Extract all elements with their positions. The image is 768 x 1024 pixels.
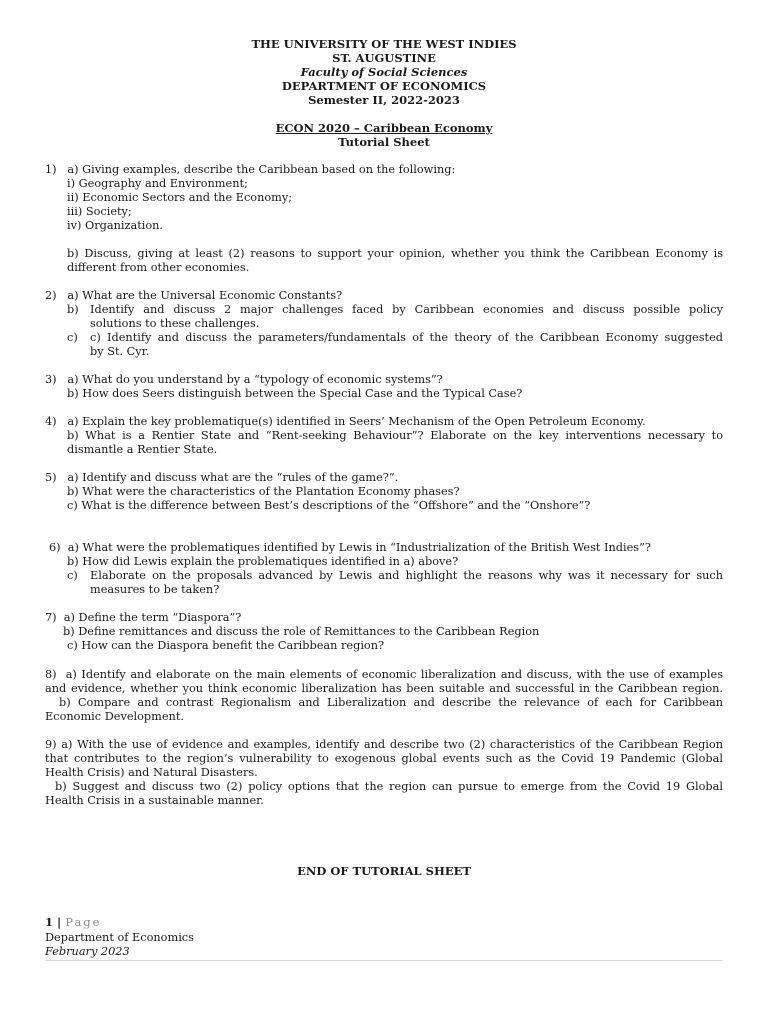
faculty-title: Faculty of Social Sciences bbox=[300, 65, 468, 79]
question-9b-line-2: Health Crisis in a sustainable manner. bbox=[45, 794, 264, 807]
page-number: 1 bbox=[45, 915, 54, 929]
question-2b-line-1: Identify and discuss 2 major challenges faced by Caribbean economies and discuss possible policy bbox=[90, 303, 723, 316]
question-5b: b) What were the characteristics of the Plantation Economy phases? bbox=[67, 485, 460, 498]
question-5a: 5) a) Identify and discuss what are the “rules of the game?”. bbox=[45, 471, 399, 484]
department-title: DEPARTMENT OF ECONOMICS bbox=[281, 79, 487, 93]
question-3b: b) How does Seers distinguish between the Special Case and the Typical Case? bbox=[67, 387, 523, 400]
page-word: Page bbox=[65, 915, 102, 929]
question-4b-line-1: b) What is a Rentier State and “Rent-seeking Behaviour”? Elaborate on the key interventions necessary to bbox=[67, 429, 723, 442]
question-2a: 2) a) What are the Universal Economic Constants? bbox=[45, 289, 343, 302]
question-6a: 6) a) What were the problematiques identified by Lewis in “Industrialization of the British West Indies”? bbox=[49, 541, 651, 554]
question-1-item-iii: iii) Society; bbox=[67, 205, 132, 218]
question-1b-line-1: b) Discuss, giving at least (2) reasons to support your opinion, whether you think the Caribbean Economy is bbox=[67, 247, 723, 260]
question-9b-line-1: b) Suggest and discuss two (2) policy options that the region can pursue to emerge from the Covid 19 Global bbox=[55, 780, 723, 793]
question-5c: c) What is the difference between Best’s descriptions of the “Offshore” and the “Onshore”? bbox=[67, 499, 591, 512]
university-title: THE UNIVERSITY OF THE WEST INDIES bbox=[251, 37, 517, 51]
question-6b: b) How did Lewis explain the problematiques identified in a) above? bbox=[67, 555, 459, 568]
question-2b-label: b) bbox=[67, 303, 79, 316]
question-6c-line-2: measures to be taken? bbox=[90, 583, 220, 596]
question-7a: 7) a) Define the term “Diaspora”? bbox=[45, 611, 242, 624]
campus-title: ST. AUGUSTINE bbox=[332, 51, 436, 65]
question-2b-line-2: solutions to these challenges. bbox=[90, 317, 260, 330]
question-8b-line-1: b) Compare and contrast Regionalism and Liberalization and describe the relevance of each for Caribbean bbox=[59, 696, 723, 709]
footer-department: Department of Economics bbox=[45, 931, 194, 944]
question-9a-line-1: 9) a) With the use of evidence and examples, identify and describe two (2) characteristics of the Caribbean Region bbox=[45, 738, 723, 751]
question-2c-line-1: c) Identify and discuss the parameters/fundamentals of the theory of the Caribbean Economy suggested bbox=[90, 331, 723, 344]
end-of-sheet-text: END OF TUTORIAL SHEET bbox=[297, 864, 471, 878]
sheet-title: Tutorial Sheet bbox=[338, 135, 430, 149]
course-title: ECON 2020 – Caribbean Economy bbox=[275, 121, 493, 135]
semester-title: Semester II, 2022-2023 bbox=[308, 93, 460, 107]
footer-date: February 2023 bbox=[45, 945, 130, 958]
page-separator: | bbox=[53, 915, 66, 929]
question-1-item-i: i) Geography and Environment; bbox=[67, 177, 248, 190]
question-3a: 3) a) What do you understand by a “typology of economic systems”? bbox=[45, 373, 443, 386]
question-2c-line-2: by St. Cyr. bbox=[90, 345, 150, 358]
question-2c-label: c) bbox=[67, 331, 78, 344]
question-7c: c) How can the Diaspora benefit the Caribbean region? bbox=[67, 639, 385, 652]
question-8a-line-1: 8) a) Identify and elaborate on the main elements of economic liberalization and discuss, with the use of examples bbox=[45, 668, 723, 681]
question-4a: 4) a) Explain the key problematique(s) identified in Seers’ Mechanism of the Open Petroleum Economy. bbox=[45, 415, 646, 428]
question-1a: 1) a) Giving examples, describe the Caribbean based on the following: bbox=[45, 163, 456, 176]
question-4b-line-2: dismantle a Rentier State. bbox=[67, 443, 218, 456]
page-number-footer bbox=[45, 915, 101, 929]
footer-divider bbox=[45, 960, 723, 961]
question-7b: b) Define remittances and discuss the role of Remittances to the Caribbean Region bbox=[63, 625, 540, 638]
question-1-item-ii: ii) Economic Sectors and the Economy; bbox=[67, 191, 293, 204]
question-6c-line-1: Elaborate on the proposals advanced by Lewis and highlight the reasons why was it necessary for such bbox=[90, 569, 723, 582]
question-8b-line-2: Economic Development. bbox=[45, 710, 184, 723]
question-8a-line-2: and evidence, whether you think economic liberalization has been suitable and successful in the Caribbean region. bbox=[45, 682, 723, 695]
question-1-item-iv: iv) Organization. bbox=[67, 219, 164, 232]
question-1b-line-2: different from other economies. bbox=[67, 261, 250, 274]
question-9a-line-3: Health Crisis) and Natural Disasters. bbox=[45, 766, 258, 779]
question-6c-label: c) bbox=[67, 569, 78, 582]
question-9a-line-2: that contributes to the region’s vulnerability to exogenous global events such as the Covid 19 Pandemic (Global bbox=[45, 752, 723, 765]
